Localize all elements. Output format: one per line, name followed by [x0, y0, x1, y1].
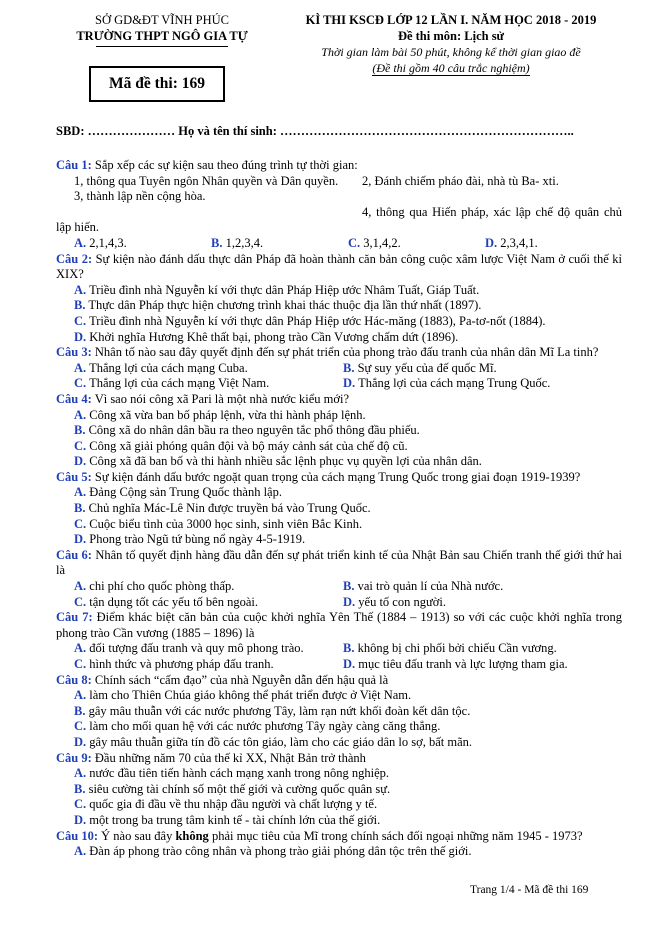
question-3 [56, 345, 622, 392]
question-number: Câu 5: [56, 469, 92, 484]
question-stem: Nhân tố nào sau đây quyết định đến sự phát triển của phong trào đấu tranh của nhân dân Mĩ La tinh? [94, 345, 599, 360]
question-8 [56, 673, 622, 751]
answer-option-a[interactable]: A. Triều đình nhà Nguyễn kí với thực dân Pháp Hiệp ước Nhâm Tuất, Giáp Tuất. [74, 282, 480, 297]
header-right [286, 12, 616, 76]
question-list [56, 158, 622, 860]
question-number: Câu 9: [56, 750, 92, 765]
answer-option-d[interactable]: D. yếu tố con người. [343, 594, 446, 609]
answer-option-c[interactable]: C. hình thức và phương pháp đấu tranh. [74, 657, 274, 671]
answer-option-a[interactable]: A. đối tượng đấu tranh và quy mô phong trào. [74, 641, 304, 656]
answer-option-c[interactable]: C. làm cho mối quan hệ với các nước phương Tây ngày càng căng thẳng. [74, 719, 441, 734]
answer-option-d[interactable]: D. Công xã đã ban bố và thi hành nhiều sắc lệnh phục vụ quyền lợi của nhân dân. [74, 454, 482, 469]
answer-option-b[interactable]: B. Thực dân Pháp thực hiện chương trình khai thác thuộc địa lần thứ nhất (1897). [74, 298, 482, 313]
answer-option-c[interactable]: C. Công xã giải phóng quân đội và bộ máy cảnh sát của chế độ cũ. [74, 438, 408, 453]
answer-option-b[interactable]: B. vai trò quản lí của Nhà nước. [343, 579, 504, 594]
answer-option-a[interactable]: A. 2,1,4,3. [74, 235, 127, 250]
answer-option-b[interactable]: B. gây mâu thuẫn với các nước phương Tây, làm rạn nứt khối đoàn kết dân tộc. [74, 703, 471, 718]
question-stem: Chính sách “cấm đạo” của nhà Nguyễn dẫn đến hậu quả là [94, 672, 389, 687]
question-stem: Sắp xếp các sự kiện sau theo đúng trình tự thời gian: [94, 158, 358, 172]
question-stem: Vì sao nói công xã Pari là một nhà nước kiểu mới? [94, 391, 350, 406]
answer-option-a[interactable]: A. Đảng Cộng sản Trung Quốc thành lập. [74, 485, 282, 500]
answer-options [56, 361, 622, 377]
answer-options [56, 657, 622, 673]
event-item: 3, thành lập nền cộng hòa. [74, 189, 206, 204]
question-10 [56, 829, 622, 860]
answer-option-b[interactable]: B. Công xã do nhân dân bầu ra theo nguyên tắc phổ thông đầu phiếu. [74, 423, 420, 438]
question-number: Câu 1: [56, 158, 92, 172]
candidate-info-line: SBD: ………………… Họ và tên thí sinh: …………………………………………………………….. [56, 124, 574, 138]
school-name: TRƯỜNG THPT NGÔ GIA TỰ [76, 29, 248, 43]
answer-option-c[interactable]: C. tận dụng tốt các yếu tố bên ngoài. [74, 594, 258, 609]
question-stem: Sự kiện đánh dấu bước ngoặt quan trọng của cách mạng Trung Quốc trong giai đoạn 1919-1939? [94, 469, 581, 484]
answer-option-a[interactable]: A. Đàn áp phong trào công nhân và phong trào giải phóng dân tộc trên thế giới. [74, 844, 472, 859]
question-7 [56, 610, 622, 672]
event-item: 4, thông qua Hiến pháp, xác lập chế độ quân chủ lập hiến. [56, 204, 622, 235]
question-count-note: (Đề thi gồm 40 câu trắc nghiệm) [372, 61, 530, 75]
question-2 [56, 252, 622, 346]
answer-options [56, 236, 622, 252]
answer-option-c[interactable]: C. quốc gia đi đầu về thu nhập đầu người và chất lượng y tế. [74, 797, 378, 812]
question-number: Câu 2: [56, 251, 93, 266]
question-1 [56, 158, 622, 252]
question-5 [56, 470, 622, 548]
answer-option-b[interactable]: B. Chủ nghĩa Mác-Lê Nin được truyền bá vào Trung Quốc. [74, 501, 371, 516]
answer-option-b[interactable]: B. siêu cường tài chính số một thế giới và cường quốc quân sự. [74, 781, 391, 796]
question-number: Câu 6: [56, 547, 92, 562]
answer-option-a[interactable]: A. Thắng lợi của cách mạng Cuba. [74, 360, 248, 375]
header-left [62, 12, 262, 47]
answer-option-d[interactable]: D. Phong trào Ngũ tứ bùng nổ ngày 4-5-1919. [74, 532, 306, 547]
question-stem: Nhân tố quyết định hàng đầu dẫn đến sự phát triển kinh tế của Nhật Bản sau Chiến tranh thế giới thứ hai là [56, 547, 622, 578]
question-stem: Sự kiện nào đánh dấu thực dân Pháp đã hoàn thành căn bản công cuộc xâm lược Việt Nam ở cuối thế kỉ XIX? [56, 251, 622, 282]
question-4 [56, 392, 622, 470]
answer-option-c[interactable]: C. Thắng lợi của cách mạng Việt Nam. [74, 376, 270, 391]
question-9 [56, 751, 622, 829]
question-stem: phải mục tiêu của Mĩ trong chính sách đối ngoại những năm 1945 - 1973? [211, 828, 583, 843]
question-stem-emphasis: không [175, 828, 209, 843]
answer-option-a[interactable]: A. nước đầu tiên tiến hành cách mạng xanh trong nông nghiệp. [74, 766, 390, 781]
question-6 [56, 548, 622, 610]
answer-option-c[interactable]: C. Triều đình nhà Nguyễn kí với thực dân Pháp Hiệp ước Hác-măng (1883), Pa-tơ-nốt (1884). [74, 313, 546, 328]
answer-option-d[interactable]: D. gây mâu thuẫn giữa tín đồ các tôn giáo, làm cho các giáo dân lo sợ, bất mãn. [74, 734, 472, 749]
answer-option-d[interactable]: D. Khởi nghĩa Hương Khê thất bại, phong trào Cần Vương chấm dứt (1896). [74, 329, 459, 344]
answer-option-c[interactable]: C. Cuộc biểu tình của 3000 học sinh, sinh viên Bắc Kinh. [74, 516, 363, 531]
page-footer: Trang 1/4 - Mã đề thi 169 [470, 884, 589, 896]
exam-code-box: Mã đề thi: 169 [89, 66, 225, 102]
exam-subject: Đề thi môn: Lịch sử [397, 29, 505, 43]
question-number: Câu 10: [56, 828, 99, 843]
event-item: 2, Đánh chiếm pháo đài, nhà tù Ba- xti. [362, 173, 559, 188]
department-name: SỞ GD&ĐT VĨNH PHÚC [95, 13, 229, 27]
question-number: Câu 3: [56, 345, 92, 360]
school-underline [96, 46, 228, 47]
answer-options [56, 595, 622, 611]
question-stem: Ý nào sau đây [101, 828, 173, 843]
question-number: Câu 8: [56, 672, 92, 687]
exam-title: KÌ THI KSCĐ LỚP 12 LẦN I. NĂM HỌC 2018 - 2019 [305, 13, 597, 27]
answer-options [56, 579, 622, 595]
answer-option-a[interactable]: A. chi phí cho quốc phòng thấp. [74, 579, 235, 594]
answer-option-a[interactable]: A. làm cho Thiên Chúa giáo không thể phát triển được ở Việt Nam. [74, 688, 412, 703]
event-item: 1, thông qua Tuyên ngôn Nhân quyền và Dân quyền. [74, 173, 339, 188]
question-number: Câu 4: [56, 391, 92, 406]
answer-option-d[interactable]: D. mục tiêu đấu tranh và lực lượng tham gia. [343, 657, 568, 671]
answer-option-b[interactable]: B. Sự suy yếu của đế quốc Mĩ. [343, 360, 497, 375]
answer-option-a[interactable]: A. Công xã vừa ban bố pháp lệnh, vừa thi hành pháp lệnh. [74, 407, 366, 422]
question-stem: Đầu những năm 70 của thế kỉ XX, Nhật Bản trở thành [94, 750, 366, 765]
answer-option-d[interactable]: D. Thắng lợi của cách mạng Trung Quốc. [343, 376, 551, 391]
answer-options [56, 641, 622, 657]
question-stem: Điểm khác biệt căn bản của cuộc khởi nghĩa Yên Thế (1884 – 1913) so với các cuộc khởi nghĩa trong phong trào Cần vương (1885 – 1896) là [56, 610, 622, 640]
answer-option-b[interactable]: B. không bị chi phối bởi chiếu Cần vương. [343, 641, 557, 656]
answer-option-c[interactable]: C. 3,1,4,2. [348, 235, 401, 250]
answer-option-b[interactable]: B. 1,2,3,4. [211, 235, 264, 250]
question-number: Câu 7: [56, 610, 93, 625]
answer-options [56, 376, 622, 392]
answer-option-d[interactable]: D. 2,3,4,1. [485, 235, 538, 250]
time-note: Thời gian làm bài 50 phút, không kể thời gian giao đề [321, 45, 581, 59]
answer-option-d[interactable]: D. một trong ba trung tâm kinh tế - tài chính lớn của thế giới. [74, 812, 381, 827]
